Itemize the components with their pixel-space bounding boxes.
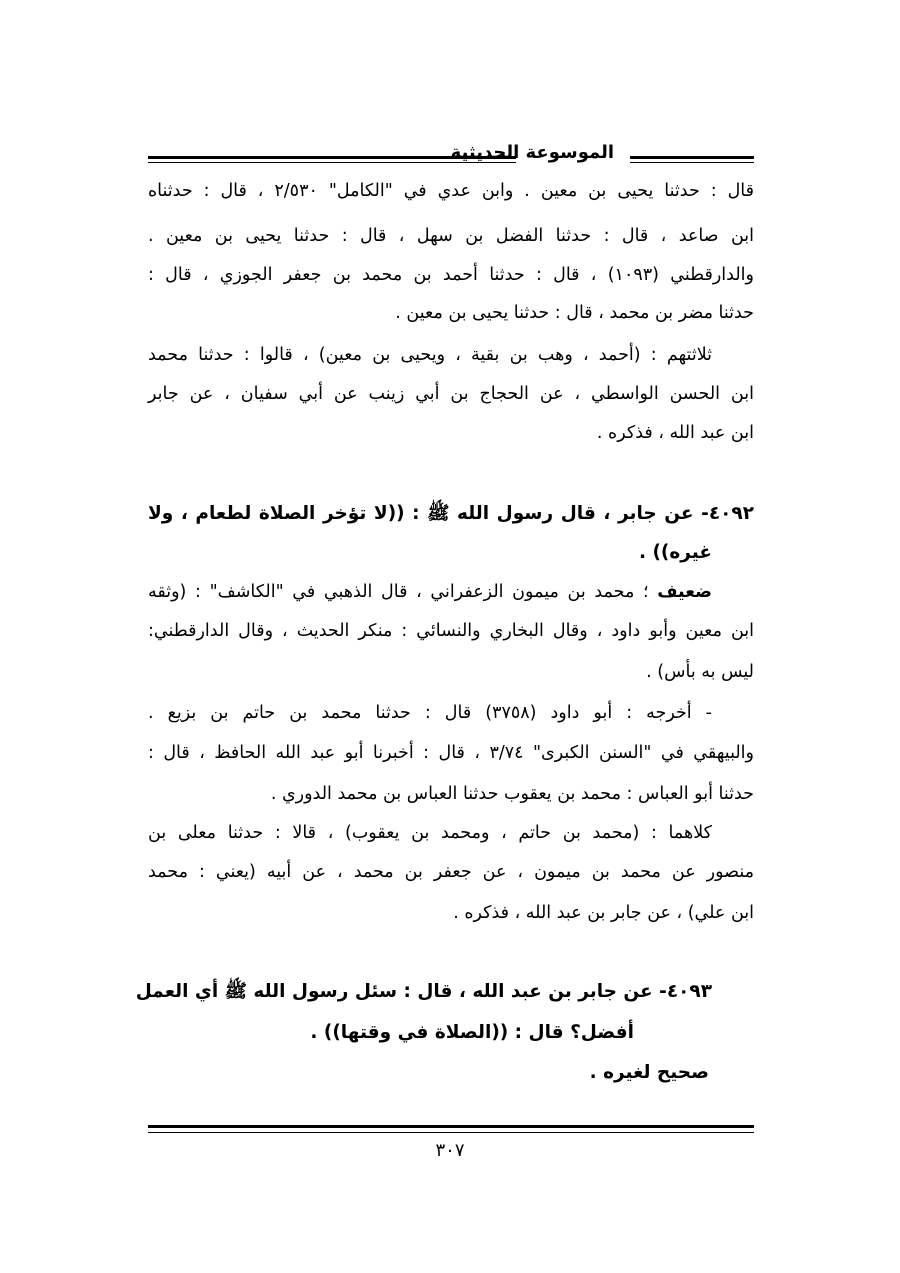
hadith-4093-line: أفضل؟ قال : ((الصلاة في وقتها)) . bbox=[310, 1022, 634, 1043]
hadith-4093-line: ٤٠٩٣- عن جابر بن عبد الله ، قال : سئل رسول الله ﷺ أي العمل bbox=[135, 981, 712, 1002]
footer-rule-thin bbox=[148, 1132, 754, 1133]
body-line: ابن علي) ، عن جابر بن عبد الله ، فذكره . bbox=[453, 903, 754, 923]
grade-label: ضعيف bbox=[657, 582, 712, 602]
page-header bbox=[148, 140, 754, 180]
grade-line bbox=[148, 582, 754, 602]
body-line: قال : حدثنا يحيى بن معين . وابن عدي في "الكامل" ٢/٥٣٠ ، قال : حدثناه bbox=[148, 181, 754, 201]
header-title: الموسوعة الحديثية bbox=[450, 142, 614, 163]
header-rule-right-thin bbox=[630, 162, 754, 163]
hadith-4092-line: غيره)) . bbox=[639, 542, 712, 563]
body-line: والدارقطني (١٠٩٣) ، قال : حدثنا أحمد بن محمد بن جعفر الجوزي ، قال : bbox=[148, 265, 754, 285]
grade-text: ؛ محمد بن ميمون الزعفراني ، قال الذهبي في "الكاشف" : (وثقه bbox=[148, 582, 649, 602]
header-rule-right bbox=[630, 156, 754, 159]
page-number: ٣٠٧ bbox=[435, 1140, 465, 1161]
hadith-4092-line: ٤٠٩٢- عن جابر ، قال رسول الله ﷺ : ((لا تؤخر الصلاة لطعام ، ولا bbox=[148, 503, 754, 524]
takhrij-line: والبيهقي في "السنن الكبرى" ٣/٧٤ ، قال : أخبرنا أبو عبد الله الحافظ ، قال : bbox=[148, 743, 754, 763]
body-line: كلاهما : (محمد بن حاتم ، ومحمد بن يعقوب) ، قالا : حدثنا معلى بن bbox=[148, 823, 712, 843]
header-rule-left bbox=[148, 156, 516, 159]
header-rule-left-thin bbox=[148, 162, 516, 163]
body-line: ابن الحسن الواسطي ، عن الحجاج بن أبي زينب عن أبي سفيان ، عن جابر bbox=[148, 384, 754, 404]
body-line: ابن عبد الله ، فذكره . bbox=[596, 423, 754, 443]
footer-rule bbox=[148, 1125, 754, 1128]
body-line: حدثنا مضر بن محمد ، قال : حدثنا يحيى بن معين . bbox=[395, 303, 754, 323]
body-line: ليس به بأس) . bbox=[646, 662, 754, 682]
body-line: منصور عن محمد بن ميمون ، عن جعفر بن محمد ، عن أبيه (يعني : محمد bbox=[148, 862, 754, 882]
body-line: ابن صاعد ، قال : حدثنا الفضل بن سهل ، قال : حدثنا يحيى بن معين . bbox=[148, 226, 754, 246]
body-line: ثلاثتهم : (أحمد ، وهب بن بقية ، ويحيى بن معين) ، قالوا : حدثنا محمد bbox=[148, 345, 712, 365]
grade-label: صحيح لغيره . bbox=[589, 1062, 709, 1083]
takhrij-line: حدثنا أبو العباس : محمد بن يعقوب حدثنا العباس بن محمد الدوري . bbox=[270, 784, 754, 804]
body-line: ابن معين وأبو داود ، وقال البخاري والنسائي : منكر الحديث ، وقال الدارقطني: bbox=[148, 621, 754, 641]
takhrij-line: - أخرجه : أبو داود (٣٧٥٨) قال : حدثنا محمد بن حاتم بن بزيع . bbox=[148, 703, 712, 723]
